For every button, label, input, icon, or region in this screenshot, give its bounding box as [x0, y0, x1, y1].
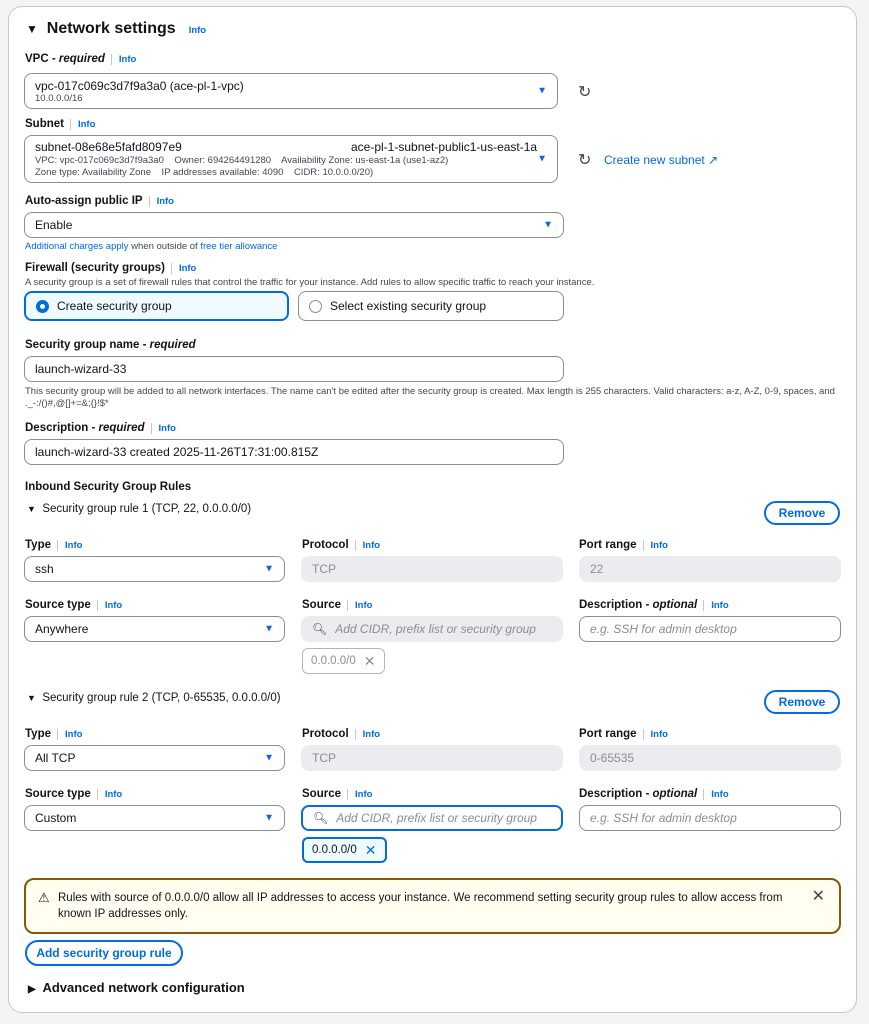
info-link[interactable]: Info	[97, 789, 122, 800]
chevron-down-icon: ▼	[264, 752, 274, 764]
source-search-input[interactable]: 🔍︎ Add CIDR, prefix list or security group	[301, 805, 563, 831]
info-link[interactable]: Info	[151, 423, 176, 434]
free-tier-link[interactable]: free tier allowance	[200, 241, 278, 252]
refresh-icon[interactable]: ↻	[578, 84, 592, 101]
rule-header[interactable]: ▼ Security group rule 2 (TCP, 0-65535, 0.0.0.0/0)	[27, 692, 281, 704]
firewall-description: A security group is a set of firewall rules that control the traffic for your instance. Add rules to allow specific traffic to reach your instance.	[25, 277, 595, 288]
info-link[interactable]: Info	[703, 789, 728, 800]
info-link[interactable]: Info	[355, 729, 380, 740]
info-link[interactable]: Info	[57, 729, 82, 740]
warning-alert: ⚠ Rules with source of 0.0.0.0/0 allow all IP addresses to access your instance. We recommend setting security group rules to allow access from known IP addresses only. ✕	[24, 878, 841, 934]
protocol-field: TCP	[301, 745, 563, 771]
description-label: Description - optional Info	[579, 788, 729, 800]
firewall-label: Firewall (security groups) Info	[25, 262, 197, 274]
remove-rule-button[interactable]: Remove	[764, 690, 840, 714]
info-link[interactable]: Info	[643, 729, 668, 740]
chevron-down-icon: ▼	[537, 153, 547, 165]
info-link[interactable]: Info	[188, 25, 207, 36]
radio-create-security-group[interactable]: Create security group	[24, 291, 289, 321]
vpc-label: VPC - required Info	[25, 53, 137, 65]
source-token: 0.0.0.0/0 ✕	[302, 837, 387, 863]
rule-header[interactable]: ▼ Security group rule 1 (TCP, 22, 0.0.0.0/0)	[27, 503, 252, 515]
info-link[interactable]: Info	[643, 540, 668, 551]
type-label: Type Info	[25, 728, 83, 740]
subnet-details-2: Zone type: Availability Zone IP addresses available: 4090 CIDR: 10.0.0.0/20)	[35, 167, 374, 178]
source-type-select[interactable]: Custom ▼	[24, 805, 285, 831]
search-icon: 🔍︎	[312, 622, 328, 636]
sg-name-hint: This security group will be added to all network interfaces. The name can't be edited after the security group is created. Max length is 255 characters. Valid characters: a-z, A-Z, 0-9, spaces, and ._-:/()#,@[]+=&;{}!$*	[25, 386, 835, 409]
chevron-down-icon: ▼	[264, 812, 274, 824]
description-input[interactable]: e.g. SSH for admin desktop	[579, 805, 841, 831]
collapse-icon: ▼	[27, 693, 36, 703]
sg-name-label: Security group name - required	[25, 339, 196, 351]
public-ip-label: Auto-assign public IP Info	[25, 195, 174, 207]
source-type-label: Source type Info	[25, 599, 123, 611]
remove-rule-button[interactable]: Remove	[764, 501, 840, 525]
close-icon[interactable]: ✕	[811, 888, 825, 905]
subnet-details: VPC: vpc-017c069c3d7f9a3a0 Owner: 694264491280 Availability Zone: us-east-1a (use1-az2)	[35, 155, 449, 166]
info-link[interactable]: Info	[355, 540, 380, 551]
type-label: Type Info	[25, 539, 83, 551]
source-token: 0.0.0.0/0 ✕	[302, 648, 385, 674]
public-ip-value: Enable	[35, 218, 73, 232]
inbound-rules-title: Inbound Security Group Rules	[25, 481, 192, 493]
type-select[interactable]: All TCP ▼	[24, 745, 285, 771]
section-title: Network settings	[46, 20, 176, 37]
info-link[interactable]: Info	[57, 540, 82, 551]
info-link[interactable]: Info	[97, 600, 122, 611]
charges-link[interactable]: Additional charges apply	[25, 241, 129, 252]
radio-select-existing-security-group[interactable]: Select existing security group	[298, 291, 564, 321]
protocol-label: Protocol Info	[302, 539, 381, 551]
info-link[interactable]: Info	[703, 600, 728, 611]
advanced-network-toggle[interactable]: ▶ Advanced network configuration	[28, 980, 245, 995]
protocol-field: TCP	[301, 556, 563, 582]
subnet-id: subnet-08e68e5fafd8097e9	[35, 140, 182, 154]
info-link[interactable]: Info	[111, 54, 136, 65]
source-type-select[interactable]: Anywhere ▼	[24, 616, 285, 642]
source-search-input[interactable]: 🔍︎ Add CIDR, prefix list or security group	[301, 616, 563, 642]
vpc-select[interactable]	[24, 73, 558, 109]
remove-token-icon[interactable]: ✕	[363, 652, 376, 669]
protocol-label: Protocol Info	[302, 728, 381, 740]
chevron-down-icon: ▼	[264, 563, 274, 575]
collapse-icon: ▼	[26, 22, 38, 36]
port-range-field: 0-65535	[579, 745, 841, 771]
chevron-down-icon: ▼	[543, 219, 553, 231]
sg-name-input[interactable]: launch-wizard-33	[24, 356, 564, 382]
type-select[interactable]: ssh ▼	[24, 556, 285, 582]
port-range-label: Port range Info	[579, 539, 668, 551]
source-label: Source Info	[302, 599, 373, 611]
add-security-group-rule-button[interactable]: Add security group rule	[25, 940, 183, 966]
external-link-icon: ↗	[708, 153, 719, 167]
subnet-select[interactable]	[24, 135, 558, 183]
description-label: Description - required Info	[25, 422, 176, 434]
refresh-icon[interactable]: ↻	[578, 152, 592, 169]
vpc-value: vpc-017c069c3d7f9a3a0 (ace-pl-1-vpc)	[35, 79, 244, 93]
source-label: Source Info	[302, 788, 373, 800]
description-label: Description - optional Info	[579, 599, 729, 611]
create-subnet-link[interactable]: Create new subnet ↗	[604, 153, 719, 167]
port-range-label: Port range Info	[579, 728, 668, 740]
chevron-down-icon: ▼	[264, 623, 274, 635]
search-icon: 🔍︎	[313, 811, 329, 825]
info-link[interactable]: Info	[347, 600, 372, 611]
section-header[interactable]	[26, 20, 206, 38]
info-link[interactable]: Info	[347, 789, 372, 800]
info-link[interactable]: Info	[171, 263, 196, 274]
description-input[interactable]: e.g. SSH for admin desktop	[579, 616, 841, 642]
expand-icon: ▶	[28, 984, 36, 995]
warning-icon: ⚠	[38, 890, 50, 905]
remove-token-icon[interactable]: ✕	[364, 841, 377, 858]
source-type-label: Source type Info	[25, 788, 123, 800]
subnet-name: ace-pl-1-subnet-public1-us-east-1a	[351, 140, 538, 154]
info-link[interactable]: Info	[70, 119, 95, 130]
collapse-icon: ▼	[27, 504, 36, 514]
chevron-down-icon: ▼	[537, 85, 547, 97]
info-link[interactable]: Info	[149, 196, 174, 207]
subnet-label: Subnet Info	[25, 118, 96, 130]
vpc-cidr: 10.0.0.0/16	[35, 93, 83, 104]
port-range-field: 22	[579, 556, 841, 582]
public-ip-select[interactable]	[24, 212, 564, 238]
description-input[interactable]: launch-wizard-33 created 2025-11-26T17:31:00.815Z	[24, 439, 564, 465]
